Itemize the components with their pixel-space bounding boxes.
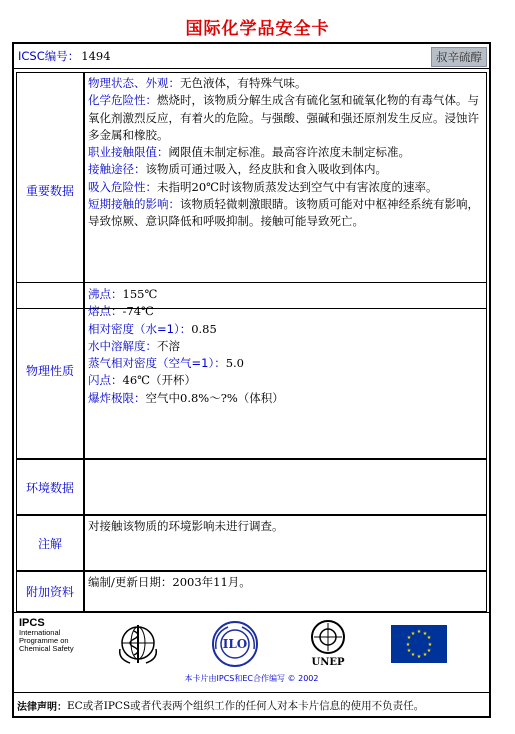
safety-card <box>12 42 491 718</box>
notes-label-text: 注解 <box>37 536 62 551</box>
svg-text:★: ★ <box>416 629 422 635</box>
important-data-label-text: 重要数据 <box>25 184 74 198</box>
credit-line: 本卡片由IPCS和EC合作编写 © 2002 <box>184 674 319 683</box>
physical-item: 水中溶解度：不溶 <box>88 338 180 353</box>
notes-content: 对接触该物质的环境影响未进行调查。 <box>84 515 487 571</box>
additional-info-content: 编制/更新日期：2003年11月。 <box>84 571 487 612</box>
additional-info-label-text: 附加资料 <box>25 585 74 599</box>
physical-item: 沸点：155℃ <box>88 287 158 301</box>
important-item: 物理状态、外观：无色液体，有特殊气味。 <box>88 76 307 90</box>
icsc-header-row <box>14 44 489 69</box>
icsc-number-label: ICSC编号： <box>18 49 80 63</box>
important-data-label <box>16 72 84 309</box>
chemical-name: 叔辛硫醇 <box>431 47 487 67</box>
additional-info-label <box>16 571 84 612</box>
physical-properties-label <box>16 282 84 459</box>
physical-item: 蒸气相对密度（空气=1）：5.0 <box>88 356 244 371</box>
icsc-number: 1494 <box>81 49 111 63</box>
svg-text:★: ★ <box>422 631 428 637</box>
important-item: 接触途径：该物质可通过吸入，经皮肤和食入吸收到体内。 <box>88 162 387 177</box>
svg-text:★: ★ <box>426 648 432 654</box>
important-item: 化学危险性：燃烧时，该物质分解生成含有硫化氢和硫氧化物的有毒气体。与氧化剂激烈反应，有着火的危险。与强酸、强碱和强还原剂发生反应。浸蚀许多金属和橡胶。 <box>88 93 479 142</box>
eu-flag-icon <box>391 625 447 663</box>
environment-data-label <box>16 459 84 515</box>
svg-text:★: ★ <box>427 642 433 648</box>
legal-disclaimer <box>14 692 489 717</box>
svg-text:★: ★ <box>406 648 412 654</box>
physical-item: 熔点：-74℃ <box>88 304 154 319</box>
physical-properties-content <box>84 282 487 459</box>
important-item: 职业接触限值：阈限值未制定标准。最高容许浓度未制定标准。 <box>88 145 410 160</box>
unep-label: UNEP <box>311 657 345 668</box>
svg-text:★: ★ <box>426 635 432 641</box>
disclaimer-label: 法律声明： <box>17 701 67 713</box>
physical-item: 闪点：46℃（开杯） <box>88 373 196 388</box>
physical-properties-label-text: 物理性质 <box>25 364 74 378</box>
notes-label <box>16 515 84 571</box>
ilo-letters: ILO <box>222 637 248 651</box>
svg-text:★: ★ <box>422 652 428 658</box>
environment-data-content <box>84 459 487 515</box>
svg-text:★: ★ <box>410 652 416 658</box>
important-item: 吸入危险性：未指明20℃时该物质蒸发达到空气中有害浓度的速率。 <box>88 179 438 194</box>
svg-text:★: ★ <box>416 654 422 660</box>
important-data-content <box>84 72 487 309</box>
disclaimer-text: EC或者IPCS或者代表两个组织工作的任何人对本卡片信息的使用不负责任。 <box>67 699 425 712</box>
important-item: 短期接触的影响：该物质轻微刺激眼睛。该物质可能对中枢神经系统有影响，导致惊厥、意识降低和呼吸抑制。接触可能导致死亡。 <box>88 197 479 229</box>
svg-text:★: ★ <box>405 642 411 648</box>
logo-strip <box>14 612 489 693</box>
environment-data-label-text: 环境数据 <box>25 480 74 495</box>
unep-emblem-icon <box>306 617 350 657</box>
physical-item: 相对密度（水=1）：0.85 <box>88 321 217 336</box>
card-title: 国际化学品安全卡 <box>185 19 330 39</box>
physical-item: 爆炸极限：空气中0.8%～?%（体积） <box>88 390 284 405</box>
who-emblem-icon <box>114 619 162 667</box>
svg-text:★: ★ <box>406 635 412 641</box>
ipcs-logo: IPCS International Programme on Chemical Safety <box>19 617 74 653</box>
svg-text:★: ★ <box>410 631 416 637</box>
